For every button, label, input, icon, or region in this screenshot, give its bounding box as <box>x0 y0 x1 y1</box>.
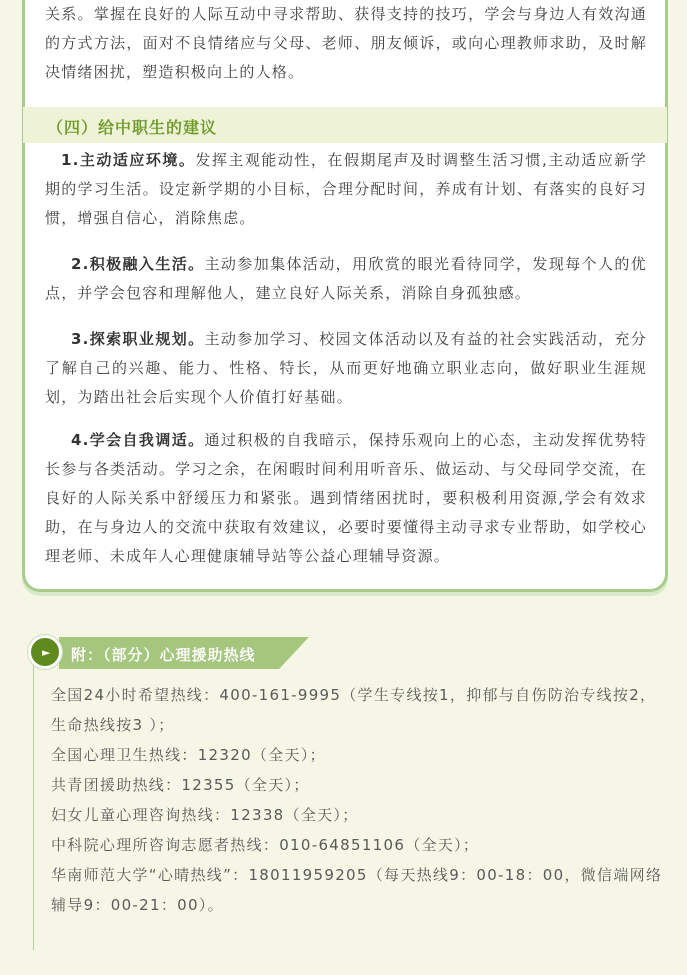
advice-item-text: 主动参加集体活动，用欣赏的眼光看待同学，发现每个人的优点，并学会包容和理解他人，建立良好人际关系，消除自身孤独感。 <box>45 255 648 302</box>
appendix-badge <box>28 635 62 669</box>
content-card <box>22 0 668 592</box>
play-icon: ► <box>42 646 51 659</box>
advice-item-text: 主动参加学习、校园文体活动以及有益的社会实践活动，充分了解自己的兴趣、能力、性格、特长，从而更好地确立职业志向，做好职业生涯规划，为踏出社会后实现个人价值打好基础。 <box>45 330 648 406</box>
advice-item-title: 2.积极融入生活。 <box>71 255 205 273</box>
advice-item-4 <box>45 426 647 571</box>
hotline-list <box>51 680 665 920</box>
hotline-item: 全国24小时希望热线：400-161-9995（学生专线按1，抑郁与自伤防治专线按2，生命热线按3 ）； <box>51 686 657 734</box>
advice-item-text: 通过积极的自我暗示，保持乐观向上的心态，主动发挥优势特长参与各类活动。学习之余，在闲暇时间利用听音乐、做运动、与父母同学交流，在良好的人际关系中舒缓压力和紧张。遇到情绪困扰时，要积极利用资源,学会有效求助，在与身边人的交流中获取有效建议，必要时要懂得主动寻求专业帮助，如学校心理老师、未成年人心理健康辅导站等公益心理辅导资源。 <box>45 431 648 565</box>
hotline-item: 共青团援助热线：12355（全天）； <box>51 776 310 794</box>
advice-item-2 <box>45 250 647 308</box>
hotline-item: 妇女儿童心理咨询热线：12338（全天）； <box>51 806 359 824</box>
hotline-item: 全国心理卫生热线：12320（全天）； <box>51 746 326 764</box>
advice-item-title: 4.学会自我调适。 <box>71 431 205 449</box>
hotline-item: 华南师范大学“心晴热线”：18011959205（每天热线9：00-18：00，微信端网络辅导9：00-21：00）。 <box>51 866 663 914</box>
advice-item-title: 1.主动适应环境。 <box>61 151 196 169</box>
advice-item-3 <box>45 325 647 412</box>
advice-item-title: 3.探索职业规划。 <box>71 330 205 348</box>
appendix-section <box>33 620 663 955</box>
appendix-divider-line <box>33 650 34 950</box>
advice-item-text: 发挥主观能动性，在假期尾声及时调整生活习惯,主动适应新学期的学习生活。设定新学期的小目标，合理分配时间，养成有计划、有落实的良好习惯，增强自信心，消除焦虑。 <box>45 151 648 227</box>
advice-item-1 <box>45 146 647 233</box>
section-title: （四）给中职生的建议 <box>47 118 218 137</box>
appendix-title: 附：（部分）心理援助热线 <box>71 646 256 664</box>
intro-paragraph: 关系。掌握在良好的人际互动中寻求帮助、获得支持的技巧，学会与身边人有效沟通的方式方法，面对不良情绪应与父母、老师、朋友倾诉，或向心理教师求助，及时解决情绪困扰，塑造积极向上的人格。 <box>45 5 647 81</box>
hotline-item: 中科院心理所咨询志愿者热线：010-64851106（全天）； <box>51 836 480 854</box>
